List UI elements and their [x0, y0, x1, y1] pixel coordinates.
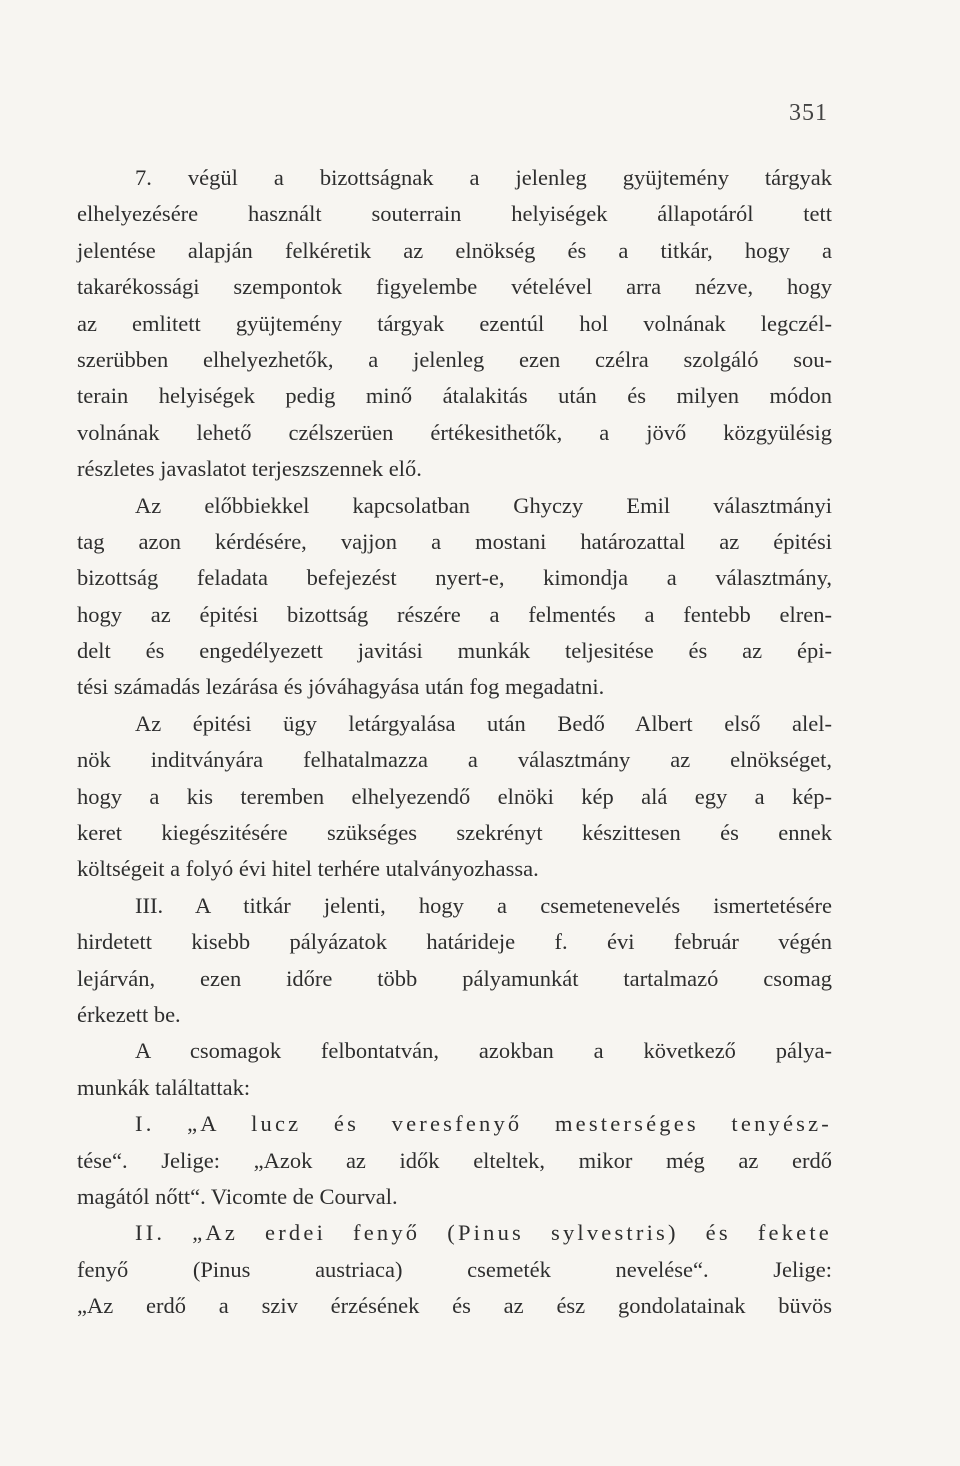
text-line: költségeit a folyó évi hitel terhére utalványozhassa.	[77, 856, 539, 882]
text-line: takarékossági szempontok figyelembe vételével arra nézve, hogy	[77, 274, 832, 300]
text-line: II. „Az erdei fenyő (Pinus sylvestris) és fekete	[135, 1220, 832, 1246]
text-line: nök inditványára felhatalmazza a választmány az elnökséget,	[77, 747, 832, 773]
text-line: jelentése alapján felkéretik az elnökség és a titkár, hogy a	[77, 237, 832, 263]
text-line: volnának lehető czélszerüen értékesithetők, a jövő közgyülésig	[77, 419, 832, 445]
text-line: munkák találtattak:	[77, 1074, 251, 1100]
text-line: A csomagok felbontatván, azokban a következő pálya-	[135, 1038, 832, 1064]
text-line: az emlitett gyüjtemény tárgyak ezentúl hol volnának legczél-	[77, 310, 832, 336]
text-line: tési számadás lezárása és jóváhagyása után fog megadatni.	[77, 674, 605, 700]
text-line: hirdetett kisebb pályázatok határideje f. évi február végén	[77, 929, 832, 955]
text-line: lejárván, ezen időre több pályamunkát tartalmazó csomag	[77, 965, 832, 991]
text-line: fenyő (Pinus austriaca) csemeték nevelése“. Jelige:	[77, 1256, 832, 1282]
text-line: terain helyiségek pedig minő átalakitás után és milyen módon	[77, 383, 832, 409]
text-line: hogy a kis teremben elhelyezendő elnöki kép alá egy a kép-	[77, 783, 832, 809]
text-line: „Az erdő a sziv érzésének és az ész gondolatainak büvös	[77, 1293, 832, 1319]
text-line: szerübben elhelyezhetők, a jelenleg ezen czélra szolgáló sou-	[77, 346, 832, 372]
text-line: I. „A lucz és veresfenyő mesterséges tenyész-	[135, 1111, 832, 1137]
text-line: érkezett be.	[77, 1001, 181, 1027]
text-line: magától nőtt“. Vicomte de Courval.	[77, 1183, 398, 1209]
text-line: részletes javaslatot terjeszszennek elő.	[77, 456, 422, 482]
text-line: Az épitési ügy letárgyalása után Bedő Albert első alel-	[135, 710, 832, 736]
body-text	[77, 160, 832, 1325]
text-line: delt és engedélyezett javitási munkák teljesitése és az épi-	[77, 638, 832, 664]
text-line: elhelyezésére használt souterrain helyiségek állapotáról tett	[77, 201, 832, 227]
text-line: Az előbbiekkel kapcsolatban Ghyczy Emil választmányi	[135, 492, 832, 518]
text-line: 7. végül a bizottságnak a jelenleg gyüjtemény tárgyak	[135, 165, 832, 190]
text-line: tag azon kérdésére, vajjon a mostani határozattal az épitési	[77, 528, 832, 554]
page-number: 351	[789, 100, 828, 126]
text-line: III. A titkár jelenti, hogy a csemetenevelés ismertetésére	[135, 892, 832, 918]
text-line: tése“. Jelige: „Azok az idők elteltek, mikor még az erdő	[77, 1147, 832, 1173]
text-line: keret kiegészitésére szükséges szekrényt készittesen és ennek	[77, 820, 832, 846]
text-line: hogy az épitési bizottság részére a felmentés a fentebb elren-	[77, 601, 832, 627]
text-line: bizottság feladata befejezést nyert-e, kimondja a választmány,	[77, 565, 832, 591]
